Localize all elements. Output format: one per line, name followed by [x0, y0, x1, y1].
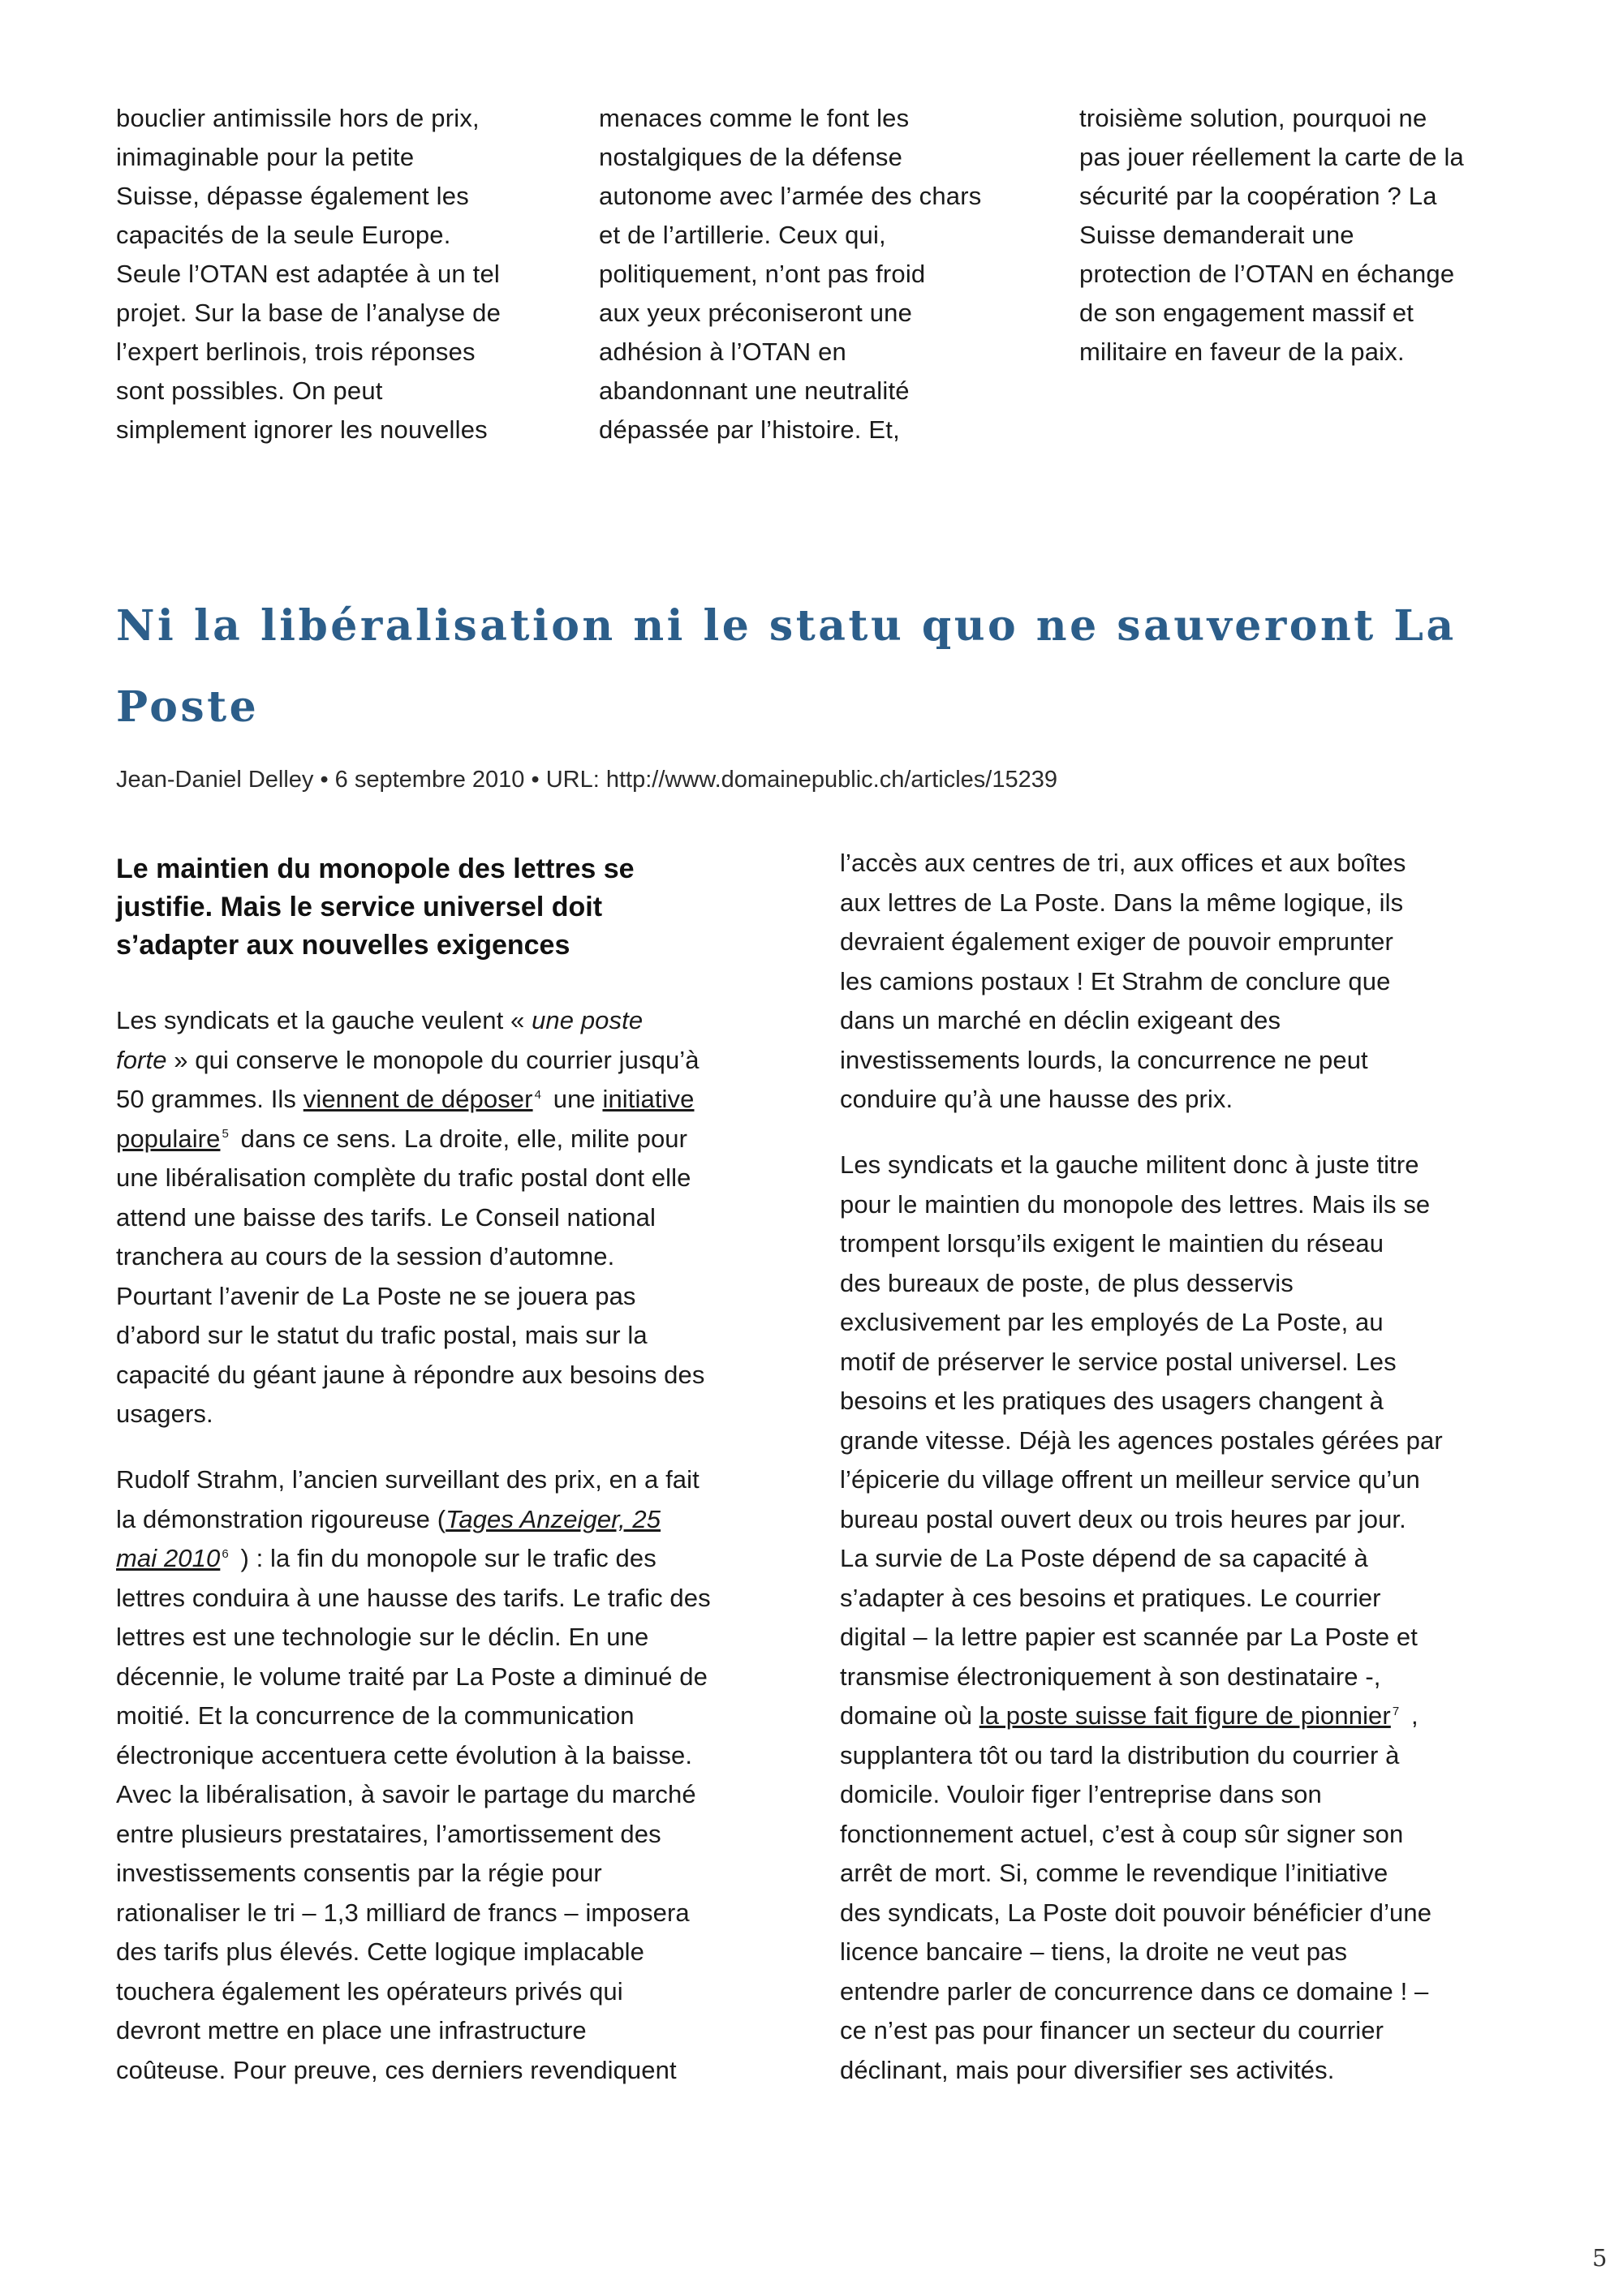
article-byline: Jean-Daniel Delley • 6 septembre 2010 • URL: http://www.domainepublic.ch/articles/15239 — [116, 767, 1057, 793]
text-line: entendre parler de concurrence dans ce domaine ! – — [840, 1976, 1429, 2006]
text-line: l’épicerie du village offrent un meilleur service qu’un — [840, 1465, 1420, 1494]
text-line: bouclier antimissile hors de prix, — [116, 104, 480, 132]
text-line: déclinant, mais pour diversifier ses activités. — [840, 2055, 1335, 2084]
text-line: aux lettres de La Poste. Dans la même logique, ils — [840, 888, 1404, 917]
text-line: entre plusieurs prestataires, l’amortissement des — [116, 1819, 661, 1848]
text-line: inimaginable pour la petite — [116, 143, 415, 171]
text-line: des syndicats, La Poste doit pouvoir bénéficier d’une — [840, 1898, 1432, 1927]
text-line: capacité du géant jaune à répondre aux besoins des — [116, 1360, 705, 1389]
text-line: pour le maintien du monopole des lettres. Mais ils se — [840, 1189, 1431, 1219]
text-line: électronique accentuera cette évolution à la baisse. — [116, 1740, 693, 1769]
text-line: grande vitesse. Déjà les agences postales gérées par — [840, 1425, 1443, 1455]
link-poste-suisse-pionnier[interactable]: la poste suisse fait figure de pionnier — [979, 1701, 1391, 1730]
footnote-ref[interactable]: 4 — [534, 1087, 542, 1102]
link-initiative-populaire[interactable]: initiative — [602, 1085, 695, 1113]
text-line: moitié. Et la concurrence de la communication — [116, 1701, 635, 1730]
text-line: dépassée par l’histoire. Et, — [599, 415, 900, 444]
text-line: usagers. — [116, 1400, 213, 1428]
text-line: domaine où la poste suisse fait figure de pionnier $^7$ , — [840, 1701, 1419, 1730]
title-line: Ni la libéralisation ni le statu quo ne sauveront La — [116, 601, 1457, 651]
text-line: l’expert berlinois, trois réponses — [116, 338, 476, 366]
previous-article-column-1 — [116, 99, 501, 449]
lead-line: Le maintien du monopole des lettres se — [116, 853, 635, 884]
text-line: bureau postal ouvert deux ou trois heures par jour. — [840, 1504, 1406, 1533]
lead-line: s’adapter aux nouvelles exigences — [116, 930, 570, 961]
text-line: Suisse demanderait une — [1079, 221, 1354, 249]
text-line: décennie, le volume traité par La Poste a diminué de — [116, 1662, 708, 1691]
link-tages-anzeiger-cont[interactable]: mai 2010 — [116, 1544, 221, 1572]
page-number: 5 — [1592, 2244, 1608, 2272]
text-line: La survie de La Poste dépend de sa capacité à — [840, 1544, 1368, 1572]
text-line: et de l’artillerie. Ceux qui, — [599, 221, 886, 249]
body-paragraph — [116, 1460, 711, 2090]
footnote-ref[interactable]: 6 — [222, 1546, 229, 1561]
text-line: troisième solution, pourquoi ne — [1079, 104, 1427, 132]
text-line: menaces comme le font les — [599, 104, 910, 132]
text-line: des bureaux de poste, de plus desservis — [840, 1268, 1294, 1297]
text-line: coûteuse. Pour preuve, ces derniers revendiquent — [116, 2055, 677, 2084]
text-line: des tarifs plus élevés. Cette logique implacable — [116, 1937, 644, 1966]
text-line: capacités de la seule Europe. — [116, 221, 451, 249]
text-line: protection de l’OTAN en échange — [1079, 260, 1455, 288]
text-line: investissements consentis par la régie pour — [116, 1859, 602, 1887]
text-line: pas jouer réellement la carte de la — [1079, 143, 1464, 171]
text-line: abandonnant une neutralité — [599, 376, 910, 405]
text-line: trompent lorsqu’ils exigent le maintien du réseau — [840, 1229, 1384, 1258]
text-line: lettres est une technologie sur le déclin. En une — [116, 1623, 649, 1651]
text-line: les camions postaux ! Et Strahm de conclure que — [840, 966, 1391, 995]
text-line: ce n’est pas pour financer un secteur du courrier — [840, 2016, 1384, 2044]
text-line: projet. Sur la base de l’analyse de — [116, 299, 502, 327]
text-line: Les syndicats et la gauche veulent « une poste — [116, 1006, 644, 1034]
text-line: investissements lourds, la concurrence ne peut — [840, 1045, 1368, 1074]
text-line: fonctionnement actuel, c’est à coup sûr signer son — [840, 1819, 1404, 1848]
text-line: Rudolf Strahm, l’ancien surveillant des prix, en a fait — [116, 1465, 700, 1494]
text-line: Avec la libéralisation, à savoir le partage du marché — [116, 1780, 696, 1808]
article-lead — [116, 850, 635, 965]
text-line: Les syndicats et la gauche militent donc à juste titre — [840, 1150, 1419, 1179]
footnote-ref[interactable]: 5 — [222, 1127, 229, 1142]
body-paragraph — [116, 1001, 704, 1434]
text-line: licence bancaire – tiens, la droite ne veut pas — [840, 1937, 1348, 1966]
lead-line: justifie. Mais le service universel doit — [116, 892, 603, 922]
text-line: exclusivement par les employés de La Poste, au — [840, 1308, 1384, 1336]
text-line: conduire qu’à une hausse des prix. — [840, 1085, 1233, 1113]
text-line: touchera également les opérateurs privés qui — [116, 1976, 623, 2006]
article-title — [116, 586, 1544, 748]
text-line: devront mettre en place une infrastructure — [116, 2016, 587, 2044]
text-line: tranchera au cours de la session d’automne. — [116, 1242, 615, 1271]
text-line: domicile. Vouloir figer l’entreprise dans son — [840, 1780, 1322, 1808]
title-line: Poste — [116, 682, 260, 732]
text-line: sont possibles. On peut — [116, 376, 383, 405]
text-line: devraient également exiger de pouvoir emprunter — [840, 927, 1393, 956]
footnote-ref[interactable]: 7 — [1392, 1704, 1400, 1718]
text-line: besoins et les pratiques des usagers changent à — [840, 1387, 1384, 1415]
previous-article-column-2 — [599, 99, 981, 449]
text-line: Pourtant l’avenir de La Poste ne se jouera pas — [116, 1281, 636, 1310]
link-initiative-populaire-cont[interactable]: populaire — [116, 1124, 221, 1153]
text-line: motif de préserver le service postal universel. Les — [840, 1347, 1397, 1376]
text-line: de son engagement massif et — [1079, 299, 1414, 327]
text-line: lettres conduira à une hausse des tarifs. Le trafic des — [116, 1583, 711, 1612]
text-line: adhésion à l’OTAN en — [599, 338, 846, 366]
text-line: autonome avec l’armée des chars — [599, 182, 982, 210]
text-line: militaire en faveur de la paix. — [1079, 338, 1405, 366]
text-line: d’abord sur le statut du trafic postal, mais sur la — [116, 1321, 648, 1349]
text-line: une libéralisation complète du trafic postal dont elle — [116, 1163, 691, 1192]
text-line: transmise électroniquement à son destinataire -, — [840, 1662, 1381, 1691]
text-line: nostalgiques de la défense — [599, 143, 903, 171]
link-tages-anzeiger[interactable]: Tages Anzeiger, 25 — [446, 1504, 661, 1533]
text-line: sécurité par la coopération ? La — [1079, 182, 1437, 210]
text-line: mai 2010 $^6$ ) : la fin du monopole sur le trafic des — [116, 1544, 657, 1572]
text-line: populaire $^5$ dans ce sens. La droite, elle, milite pour — [116, 1124, 688, 1153]
text-line: simplement ignorer les nouvelles — [116, 415, 488, 444]
previous-article-column-3 — [1079, 99, 1464, 372]
text-line: dans un marché en déclin exigeant des — [840, 1006, 1281, 1034]
text-line: digital – la lettre papier est scannée par La Poste et — [840, 1623, 1418, 1651]
text-line: rationaliser le tri – 1,3 milliard de francs – imposera — [116, 1898, 690, 1927]
body-paragraph — [840, 844, 1406, 1120]
text-line: Suisse, dépasse également les — [116, 182, 469, 210]
text-line: s’adapter à ces besoins et pratiques. Le courrier — [840, 1583, 1381, 1612]
text-line: 50 grammes. Ils viennent de déposer $^4$ une initiative — [116, 1085, 695, 1113]
text-line: aux yeux préconiseront une — [599, 299, 913, 327]
text-line: l’accès aux centres de tri, aux offices et aux boîtes — [840, 849, 1406, 877]
text-line: arrêt de mort. Si, comme le revendique l’initiative — [840, 1859, 1388, 1887]
link-viennent-de-deposer[interactable]: viennent de déposer — [303, 1085, 533, 1113]
text-line: supplantera tôt ou tard la distribution du courrier à — [840, 1740, 1400, 1769]
text-line: politiquement, n’ont pas froid — [599, 260, 926, 288]
text-line: forte » qui conserve le monopole du courrier jusqu’à — [116, 1045, 700, 1074]
text-line: la démonstration rigoureuse (Tages Anzeiger, 25 — [116, 1504, 661, 1533]
text-line: attend une baisse des tarifs. Le Conseil national — [116, 1202, 656, 1232]
body-paragraph — [840, 1146, 1443, 2090]
text-line: Seule l’OTAN est adaptée à un tel — [116, 260, 501, 288]
